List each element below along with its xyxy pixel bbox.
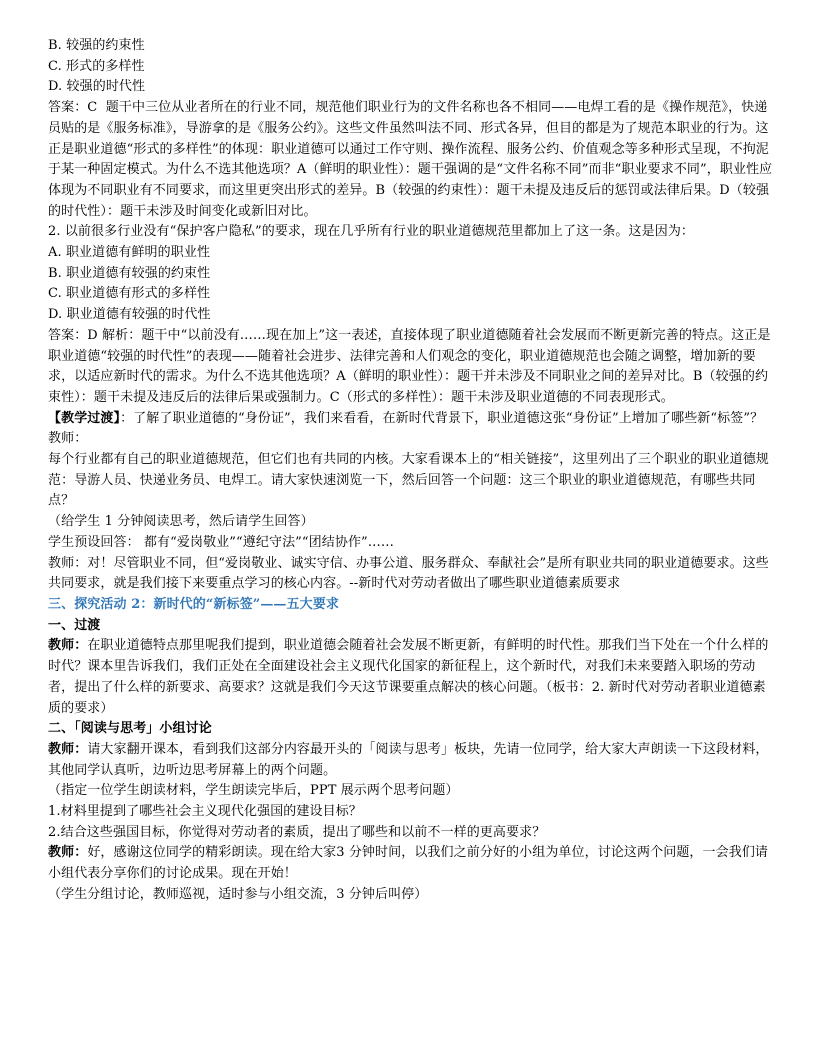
dialogue-paragraph-1: 每个行业都有自己的职业道德规范，但它们也有共同的内核。大家看课本上的“相关链接”，这里列出了三个职业的职业道德规范：导游人员、快递业务员、电焊工。请大家快速浏览一下，然后回答一个问题：这三个职业的职业道德规范，有哪些共同点？ [48,452,769,509]
q2-answer: 答案：D 解析：题干中“以前没有……现在加上”这一表述，直接体现了职业道德随着社会发展而不断更新完善的特点。这正是职业道德“较强的时代性”的表现——随着社会进步、法律完善和人们观念的变化，职业道德规范也会随之调整，增加新的要求，以适应新时代的需求。为什么不选其他选项？A（鲜明的职业性）：题干并未涉及不同职业之间的差异对比。B（较强的约束性）：题干未提及违反后的法律后果或强制力。C（形式的多样性）：题干未涉及职业道德的不同表现形式。 [48,327,771,405]
note-1: （指定一位学生朗读材料，学生朗读完毕后，PPT 展示两个思考问题） [48,783,459,799]
transition-label: 【教学过渡】 [48,410,121,426]
dialogue-paragraph-2: （给学生 1 分钟阅读思考，然后请学生回答） [48,514,314,530]
section-3-heading: 三、探究活动 2：新时代的“新标签”——五大要求 [48,596,339,612]
subsection-2-text: 请大家翻开课本，看到我们这部分内容最开头的「阅读与思考」板块，先请一位同学，给大家大声朗读一下这段材料，其他同学认真听，边听边思考屏幕上的两个问题。 [48,741,769,778]
teaching-transition [48,409,774,430]
q1-option-d: D. 较强的时代性 [48,79,146,95]
subsection-2-paragraph [48,740,774,781]
subsection-1-text: 在职业道德特点那里呢我们提到，职业道德会随着社会发展不断更新，有鲜明的时代性。那我们当下处在一个什么样的时代？课本里告诉我们，我们正处在全面建设社会主义现代化国家的新征程上，这个新时代，对我们未来要踏入职场的劳动者，提出了什么样的新要求、高要求？这就是我们今天这节课要重点解决的核心问题。（板书：2. 新时代对劳动者职业道德素质的要求） [48,638,769,716]
dialogue-paragraph-3: 学生预设回答： 都有“爱岗敬业”“遵纪守法”“团结协作”…… [48,534,395,550]
q2-option-b: B. 职业道德有较强的约束性 [48,265,211,281]
note-2: （学生分组讨论，教师巡视，适时参与小组交流，3 分钟后叫停） [48,886,428,902]
closing-paragraph [48,843,774,884]
closing-text: 好，感谢这位同学的精彩朗读。现在给大家3 分钟时间，以我们之前分好的小组为单位，讨论这两个问题，一会我们请小组代表分享你们的讨论成果。现在开始！ [48,845,769,882]
q1-answer: 答案：C 题干中三位从业者所在的行业不同，规范他们职业行为的文件名称也各不相同——电焊工看的是《操作规范》，快递员贴的是《服务标准》，导游拿的是《服务公约》。这些文件虽然叫法不同、形式各异，但目的都是为了规范本职业的行为。这正是职业道德“形式的多样性”的体现：职业道德可以通过工作守则、操作流程、服务公约、价值观念等多种形式呈现，不拘泥于某一种固定模式。为什么不选其他选项？A（鲜明的职业性）：题干强调的是“文件名称不同”而非“职业要求不同”，职业性应体现为不同职业有不同要求，而这里更突出形式的差异。B（较强的约束性）：题干未提及违反后的惩罚或法律后果。D（较强的时代性）：题干未涉及时间变化或新旧对比。 [48,100,773,219]
q1-option-b: B. 较强的约束性 [48,38,145,53]
subsection-1-paragraph [48,636,774,719]
teacher-label-inline: 教师： [48,638,88,654]
q1-option-c: C. 形式的多样性 [48,58,145,74]
q2-option-c: C. 职业道德有形式的多样性 [48,286,211,302]
q2-option-a: A. 职业道德有鲜明的职业性 [48,245,211,261]
teacher-label-inline: 教师： [48,845,88,861]
subsection-2-heading: 二、「阅读与思考」小组讨论 [48,721,212,737]
document-page [48,36,774,906]
transition-text: ：了解了职业道德的“身份证”，我们来看看，在新时代背景下，职业道德这张“身份证”上增加了哪些新“标签”？ [120,410,764,426]
teacher-label-inline: 教师： [48,741,88,757]
discussion-question-2: 2.结合这些强国目标，你觉得对劳动者的素质，提出了哪些和以前不一样的更高要求？ [48,824,546,840]
q2-stem: 2. 以前很多行业没有“保护客户隐私”的要求，现在几乎所有行业的职业道德规范里都加上了这一条。这是因为： [48,224,695,240]
q2-option-d: D. 职业道德有较强的时代性 [48,307,211,323]
teacher-label: 教师： [48,431,88,447]
discussion-question-1: 1.材料里提到了哪些社会主义现代化强国的建设目标？ [48,804,362,820]
dialogue-paragraph-4: 教师：对！尽管职业不同，但“爱岗敬业、诚实守信、办事公道、服务群众、奉献社会”是所有职业共同的职业道德要求。这些共同要求，就是我们接下来要重点学习的核心内容。--新时代对劳动者做出了哪些职业道德素质要求 [48,555,769,592]
subsection-1-heading: 一、过渡 [48,617,101,633]
